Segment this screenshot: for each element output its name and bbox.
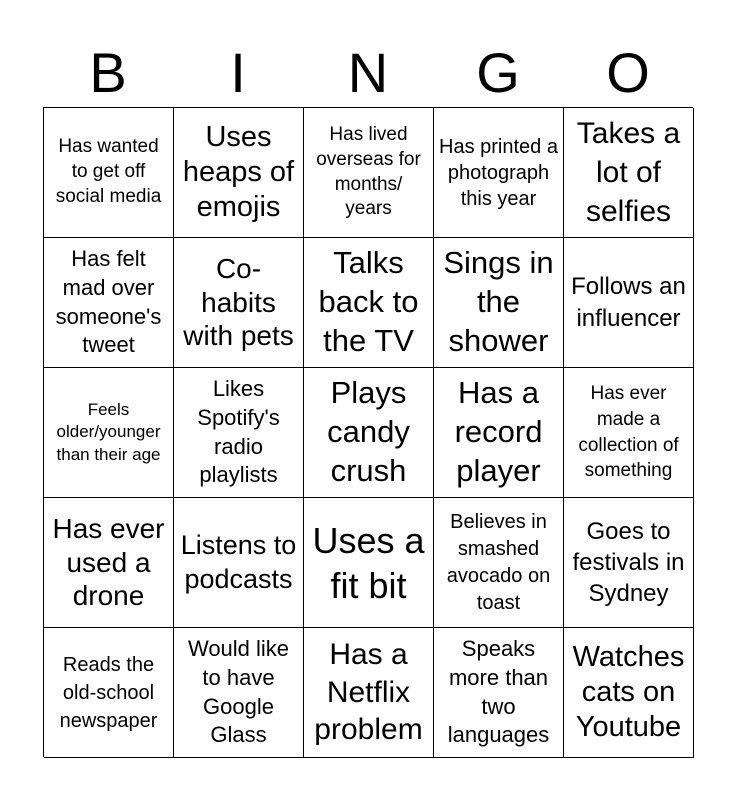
bingo-cell-text: Reads the old-school newspaper [59,653,158,732]
bingo-cell[interactable] [434,628,564,758]
bingo-cell-text: Has printed a photograph this year [439,135,558,210]
bingo-cell[interactable] [304,238,434,368]
bingo-cell[interactable] [174,498,304,628]
bingo-cell-text: Would like to have Google Glass [187,636,290,748]
bingo-cell-text: Plays candy crush [327,375,410,488]
bingo-cell[interactable] [434,238,564,368]
bingo-cell[interactable] [564,108,694,238]
header-letter-o: O [606,41,650,104]
bingo-cell-text: Takes a lot of selfies [576,117,681,228]
header-letter-b: B [89,41,127,104]
bingo-cell-text: Speaks more than two languages [447,636,550,748]
header-letter-i: I [230,41,246,104]
bingo-board [43,107,693,757]
bingo-cell-text: Talks back to the TV [318,245,419,358]
bingo-cell-text: Has wanted to get off social media [55,136,162,207]
bingo-cell-text: Watches cats on Youtube [572,641,685,743]
header-letter-n: N [347,41,389,104]
bingo-cell-text: Listens to podcasts [180,529,297,594]
bingo-cell-text: Believes in smashed avocado on toast [446,510,551,614]
header-letter-g: G [476,41,520,104]
bingo-cell[interactable] [564,368,694,498]
bingo-cell[interactable] [304,628,434,758]
bingo-cell-text: Has felt mad over someone's tweet [55,246,162,358]
bingo-cell[interactable] [174,238,304,368]
bingo-cell[interactable] [564,238,694,368]
bingo-cell[interactable] [44,368,174,498]
bingo-cell-text: Has ever used a drone [52,513,165,612]
bingo-cell[interactable] [174,108,304,238]
bingo-cell[interactable] [434,108,564,238]
bingo-cell-text: Sings in the shower [443,245,554,358]
bingo-cell-text: Uses heaps of emojis [182,121,295,223]
bingo-cell-text: Co-habits with pets [183,253,294,352]
bingo-cell[interactable] [44,108,174,238]
bingo-cell-text: Has lived overseas for months/ years [316,124,421,220]
bingo-cell[interactable] [304,498,434,628]
bingo-cell[interactable] [564,628,694,758]
bingo-cell-text: Uses a fit bit [312,519,425,606]
bingo-cell[interactable] [434,368,564,498]
bingo-cell-text: Goes to festivals in Sydney [572,517,685,608]
bingo-cell-text: Has a record player [454,375,543,488]
bingo-cell[interactable] [564,498,694,628]
bingo-cell[interactable] [434,498,564,628]
bingo-cell-text: Has a Netflix problem [314,638,423,747]
bingo-cell[interactable] [44,628,174,758]
bingo-cell[interactable] [304,368,434,498]
bingo-cell-text: Has ever made a collection of something [578,383,679,482]
bingo-cell[interactable] [174,368,304,498]
bingo-cell[interactable] [174,628,304,758]
bingo-cell[interactable] [44,238,174,368]
bingo-cell-text: Likes Spotify's radio playlists [197,376,280,488]
bingo-cell-text: Feels older/younger than their age [56,400,161,464]
bingo-header [43,38,693,108]
bingo-cell[interactable] [304,108,434,238]
bingo-cell[interactable] [44,498,174,628]
bingo-cell-text: Follows an influencer [571,273,686,332]
